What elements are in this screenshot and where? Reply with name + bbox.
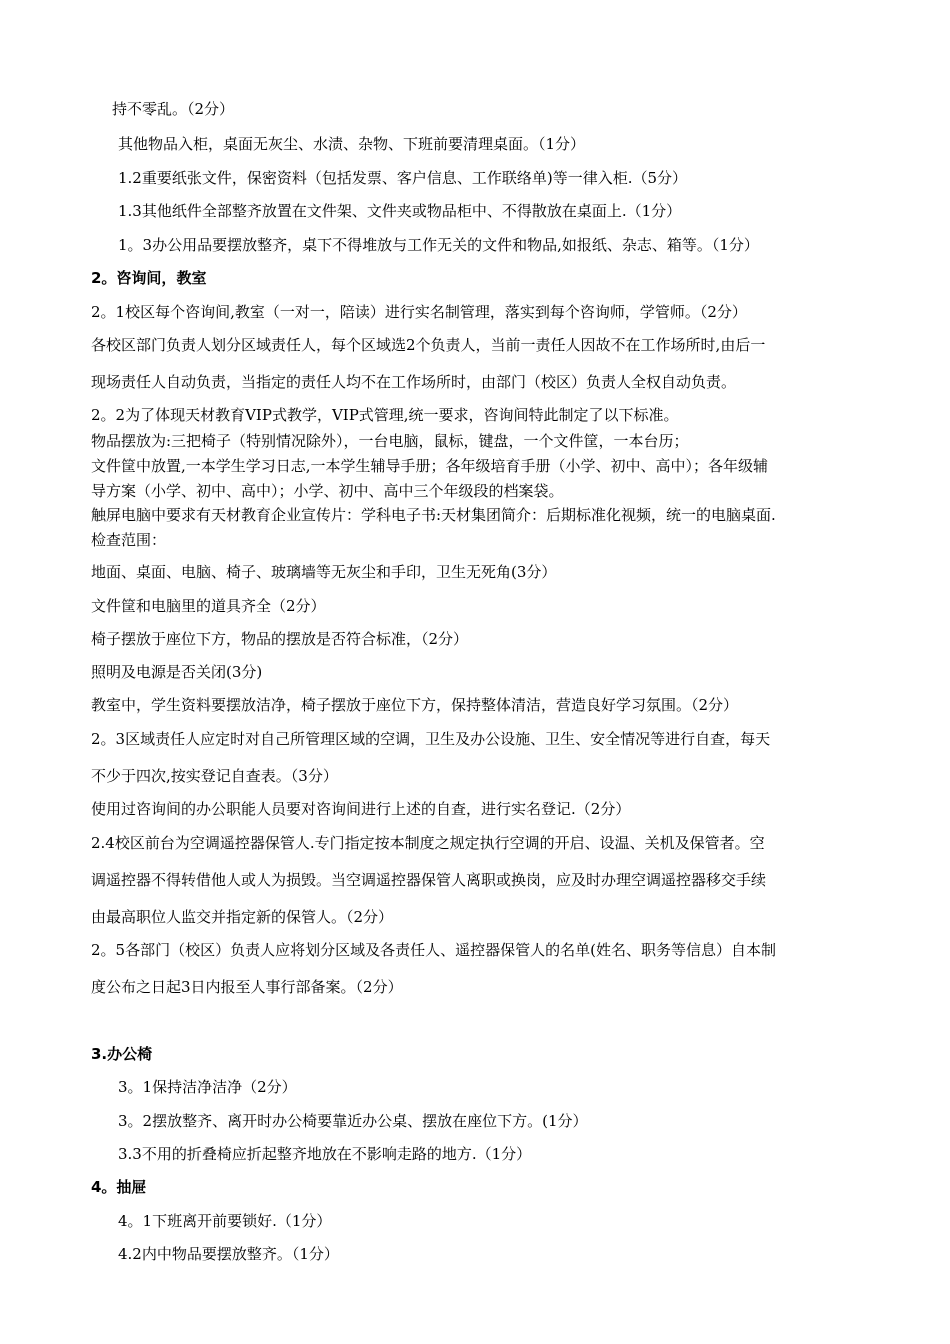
text-line: 调遥控器不得转借他人或人为损毁。当空调遥控器保管人离职或换岗，应及时办理空调遥控器移交手续 — [91, 871, 767, 889]
section-heading: 3.办公椅 — [91, 1045, 153, 1063]
text-line: 2.4校区前台为空调遥控器保管人.专门指定按本制度之规定执行空调的开启、设温、关机及保管者。空 — [91, 834, 765, 852]
text-line: 不少于四次,按实登记自查表。（3分） — [91, 767, 338, 785]
text-line: 1。3办公用品要摆放整齐，桌下不得堆放与工作无关的文件和物品,如报纸、杂志、箱等。（1分） — [118, 236, 759, 254]
text-line: 其他物品入柜，桌面无灰尘、水渍、杂物、下班前要清理桌面。（1分） — [118, 135, 586, 153]
text-line: 教室中，学生资料要摆放洁净，椅子摆放于座位下方，保持整体清洁，营造良好学习氛围。（2分） — [91, 696, 739, 714]
text-line: 2。3区域责任人应定时对自己所管理区域的空调，卫生及办公设施、卫生、安全情况等进行自查，每天 — [91, 730, 771, 748]
text-line: 3。2摆放整齐、离开时办公椅要靠近办公桌、摆放在座位下方。(1分） — [118, 1112, 588, 1130]
text-line: 各校区部门负责人划分区域责任人，每个区域选2个负责人，当前一责任人因故不在工作场所时,由后一 — [91, 336, 766, 354]
text-line: 1.3其他纸件全部整齐放置在文件架、文件夹或物品柜中、不得散放在桌面上.（1分） — [118, 202, 682, 220]
text-line: 椅子摆放于座位下方，物品的摆放是否符合标准，（2分） — [91, 630, 469, 648]
text-line: 地面、桌面、电脑、椅子、玻璃墙等无灰尘和手印，卫生无死角(3分） — [91, 563, 557, 581]
text-line: 4.2内中物品要摆放整齐。（1分） — [118, 1245, 339, 1263]
text-line: 检查范围： — [91, 531, 167, 549]
text-line: 1.2重要纸张文件，保密资料（包括发票、客户信息、工作联络单)等一律入柜.（5分） — [118, 169, 688, 187]
text-line: 由最高职位人监交并指定新的保管人。（2分） — [91, 908, 394, 926]
text-line: 度公布之日起3日内报至人事行部备案。（2分） — [91, 978, 403, 996]
text-line: 照明及电源是否关闭(3分) — [91, 663, 263, 681]
text-line: 2。2为了体现天材教育VIP式教学，VIP式管理,统一要求，咨询间特此制定了以下标准。 — [91, 406, 679, 424]
text-line: 3。1保持洁净洁净（2分） — [118, 1078, 297, 1096]
text-line: 导方案（小学、初中、高中）；小学、初中、高中三个年级段的档案袋。 — [91, 482, 564, 500]
text-line: 持不零乱。（2分） — [112, 100, 235, 118]
text-line: 触屏电脑中要求有天材教育企业宣传片：学科电子书:天材集团简介：后期标准化视频，统一的电脑桌面. — [91, 506, 776, 524]
text-line: 4。1下班离开前要锁好.（1分） — [118, 1212, 332, 1230]
text-line: 文件筐和电脑里的道具齐全（2分） — [91, 597, 326, 615]
text-line: 使用过咨询间的办公职能人员要对咨询间进行上述的自查，进行实名登记.（2分） — [91, 800, 631, 818]
text-line: 文件筐中放置,一本学生学习日志,一本学生辅导手册；各年级培育手册（小学、初中、高中）；各年级辅 — [91, 457, 769, 475]
text-line: 2。5各部门（校区）负责人应将划分区域及各责任人、遥控器保管人的名单(姓名、职务等信息）自本制 — [91, 941, 776, 959]
text-line: 3.3不用的折叠椅应折起整齐地放在不影响走路的地方.（1分） — [118, 1145, 532, 1163]
text-line: 物品摆放为:三把椅子（特别情况除外），一台电脑，鼠标，键盘，一个文件筐，一本台历； — [91, 432, 689, 450]
text-line: 2。1校区每个咨询间,教室（一对一，陪读）进行实名制管理，落实到每个咨询师，学管师。（2分） — [91, 303, 747, 321]
section-heading: 4。抽屉 — [91, 1178, 147, 1196]
text-line: 现场责任人自动负责，当指定的责任人均不在工作场所时，由部门（校区）负责人全权自动负责。 — [91, 373, 737, 391]
section-heading: 2。咨询间，教室 — [91, 269, 207, 287]
